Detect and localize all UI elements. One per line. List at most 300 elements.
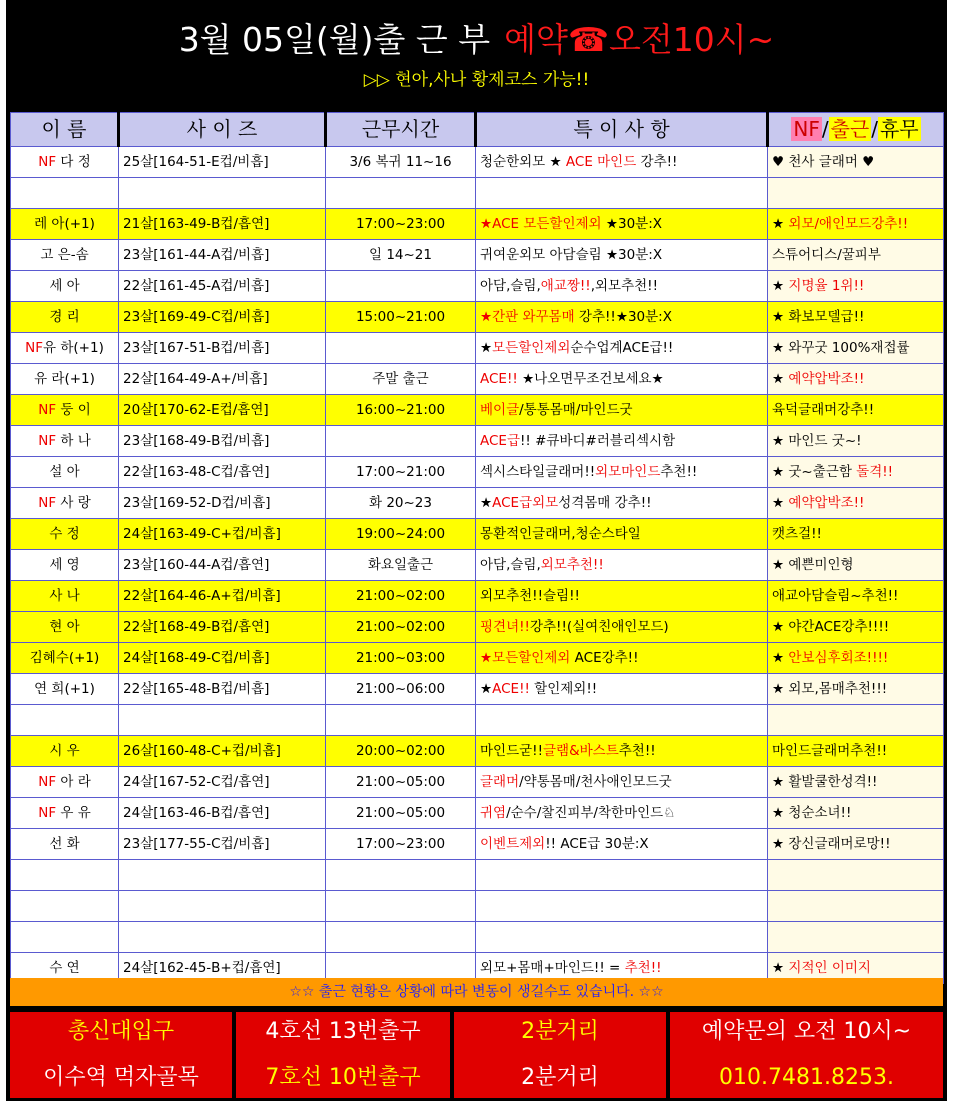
size-cell — [119, 209, 326, 240]
size-cell — [119, 736, 326, 767]
note-text: 할인제외!! — [529, 680, 598, 697]
tag-cell — [768, 426, 944, 457]
name-cell — [11, 922, 119, 953]
tag-text: ★ 굿~출근함 — [772, 463, 857, 480]
tag-highlight: 예약압박조!! — [788, 370, 865, 387]
size-cell — [119, 426, 326, 457]
time-text: 19:00~24:00 — [355, 525, 446, 542]
name-text: 선 화 — [49, 835, 80, 852]
time-cell — [326, 674, 476, 705]
note-cell — [476, 736, 768, 767]
note-cell — [476, 891, 768, 922]
time-cell — [326, 147, 476, 178]
name-cell — [11, 860, 119, 891]
table-row — [11, 612, 944, 643]
name-text: 고 은-솜 — [40, 246, 89, 263]
size-text: 24살[163-49-C+컵/비흡] — [123, 525, 281, 542]
note-text: 추천!! — [618, 742, 656, 759]
time-text: 21:00~05:00 — [355, 804, 446, 821]
note-highlight: 글래머 — [480, 773, 520, 790]
note-cell — [476, 798, 768, 829]
note-cell — [476, 209, 768, 240]
name-text: 아 라 — [56, 773, 91, 790]
legend-slash: / — [821, 117, 829, 141]
footer-distance-line1: 2분거리 — [521, 1019, 599, 1044]
time-text: 21:00~02:00 — [355, 587, 446, 604]
tag-cell — [768, 178, 944, 209]
footer-location-line2: 이수역 먹자골목 — [43, 1065, 199, 1090]
table-row — [11, 798, 944, 829]
time-text: 화요일출근 — [367, 556, 434, 573]
tag-cell — [768, 333, 944, 364]
size-text: 23살[169-52-D컵/비흡] — [123, 494, 271, 511]
time-cell — [326, 395, 476, 426]
tag-text: ♥ 천사 글래머 ♥ — [772, 153, 875, 170]
size-text: 22살[164-49-A+/비흡] — [123, 370, 268, 387]
time-text: 21:00~02:00 — [355, 618, 446, 635]
note-cell — [476, 364, 768, 395]
time-cell — [326, 364, 476, 395]
name-cell — [11, 767, 119, 798]
size-text: 22살[163-48-C컵/흡연] — [123, 463, 270, 480]
size-text: 23살[169-49-C컵/비흡] — [123, 308, 270, 325]
note-text: 추천!! — [660, 463, 698, 480]
note-highlight: ACE급외모 — [492, 494, 559, 511]
tag-highlight: 돌격!! — [856, 463, 894, 480]
size-cell — [119, 178, 326, 209]
size-cell — [119, 767, 326, 798]
note-text: 마인드굳!! — [480, 742, 543, 759]
note-highlight: ACE급 — [480, 432, 520, 449]
note-cell — [476, 643, 768, 674]
name-cell — [11, 302, 119, 333]
note-highlight: 글램&바스트 — [543, 742, 619, 759]
tag-cell — [768, 550, 944, 581]
note-text: 아담,슬림, — [480, 556, 541, 573]
time-text: 21:00~05:00 — [355, 773, 446, 790]
note-cell — [476, 674, 768, 705]
note-text: 외모+몸매+마인드!! = — [480, 959, 625, 976]
name-nf-badge: NF — [38, 432, 57, 449]
title-main: 3월 05일(월)출 근 부 — [178, 20, 491, 59]
size-cell — [119, 488, 326, 519]
tag-text: ★ 와꾸굿 100%재접률 — [772, 339, 910, 356]
tag-text: 캣츠걸!! — [772, 525, 822, 542]
tag-text: ★ 장신글래머로망!! — [772, 835, 891, 852]
size-text: 23살[167-51-B컵/비흡] — [123, 339, 270, 356]
size-text: 22살[161-45-A컵/비흡] — [123, 277, 270, 294]
tag-cell — [768, 457, 944, 488]
table-row — [11, 643, 944, 674]
footer-contact — [670, 1012, 943, 1098]
size-cell — [119, 674, 326, 705]
name-cell — [11, 209, 119, 240]
time-text: 20:00~02:00 — [355, 742, 446, 759]
name-cell — [11, 178, 119, 209]
page-title — [6, 18, 947, 62]
tag-text: 애교아담슬림~추천!! — [772, 587, 899, 604]
size-cell — [119, 333, 326, 364]
size-cell — [119, 271, 326, 302]
note-text: /통통몸매/마인드굿 — [519, 401, 633, 418]
size-text: 23살[177-55-C컵/비흡] — [123, 835, 270, 852]
time-cell — [326, 457, 476, 488]
size-text: 23살[168-49-B컵/비흡] — [123, 432, 270, 449]
tag-cell — [768, 581, 944, 612]
table-row — [11, 519, 944, 550]
header-size: 사 이 즈 — [119, 113, 326, 147]
note-highlight: 모든할인제외 — [492, 339, 571, 356]
name-text: 우 유 — [56, 804, 91, 821]
note-cell — [476, 302, 768, 333]
legend-work: 출근 — [830, 117, 870, 141]
tag-text: ★ 청순소녀!! — [772, 804, 852, 821]
note-text: /약통몸매/천사애인모드굿 — [519, 773, 672, 790]
note-cell — [476, 271, 768, 302]
name-text: 현 아 — [49, 618, 80, 635]
note-cell — [476, 922, 768, 953]
note-text: !! #큐바디#러블리섹시함 — [520, 432, 676, 449]
time-cell — [326, 643, 476, 674]
header-note: 특 이 사 항 — [476, 113, 768, 147]
name-cell — [11, 891, 119, 922]
tag-text: ★ — [772, 370, 789, 387]
name-cell — [11, 674, 119, 705]
table-row — [11, 829, 944, 860]
note-cell — [476, 457, 768, 488]
name-nf-badge: NF — [38, 804, 57, 821]
footer-contact-hours: 예약문의 오전 10시~ — [701, 1019, 912, 1044]
note-text: ★ — [480, 339, 493, 356]
note-text: 귀여운외모 아담슬림 ★30분:X — [480, 246, 663, 263]
table-row — [11, 891, 944, 922]
table-row — [11, 147, 944, 178]
size-text: 22살[165-48-B컵/비흡] — [123, 680, 270, 697]
note-cell — [476, 147, 768, 178]
table-row — [11, 426, 944, 457]
note-text: 아담,슬림, — [480, 277, 541, 294]
time-text: 17:00~23:00 — [355, 215, 446, 232]
footer-location-line1: 총신대입구 — [67, 1019, 175, 1044]
note-highlight: ACE!! — [492, 680, 530, 697]
name-text: 사 랑 — [56, 494, 91, 511]
time-cell — [326, 178, 476, 209]
note-highlight: 외모마인드 — [595, 463, 661, 480]
name-nf-badge: NF — [38, 401, 57, 418]
size-cell — [119, 705, 326, 736]
time-cell — [326, 922, 476, 953]
name-text: 김혜수(+1) — [29, 649, 100, 666]
note-text: 섹시스타일글래머!! — [480, 463, 596, 480]
size-text: 20살[170-62-E컵/흡연] — [123, 401, 269, 418]
name-cell — [11, 550, 119, 581]
tag-highlight: 지적인 이미지 — [788, 959, 871, 976]
time-cell — [326, 333, 476, 364]
table-row — [11, 395, 944, 426]
size-cell — [119, 147, 326, 178]
footer-distance-line2: 2분거리 — [521, 1065, 599, 1090]
size-text: 25살[164-51-E컵/비흡] — [123, 153, 269, 170]
note-text: /순수/찰진피부/착한마인드♘ — [506, 804, 676, 821]
header-name: 이 름 — [11, 113, 119, 147]
footer-location — [10, 1012, 232, 1098]
name-cell — [11, 581, 119, 612]
tag-cell — [768, 922, 944, 953]
tag-highlight: 지명율 1위!! — [788, 277, 865, 294]
tag-cell — [768, 891, 944, 922]
tag-cell — [768, 643, 944, 674]
time-cell — [326, 829, 476, 860]
header — [6, 0, 947, 112]
name-cell — [11, 643, 119, 674]
tag-highlight: 안보심후회조!!!! — [788, 649, 889, 666]
note-highlight: 추천!! — [624, 959, 662, 976]
note-text: ★30분:X — [601, 215, 663, 232]
size-text: 21살[163-49-B컵/흡연] — [123, 215, 270, 232]
name-cell — [11, 829, 119, 860]
table-row — [11, 860, 944, 891]
name-cell — [11, 147, 119, 178]
tag-cell — [768, 395, 944, 426]
note-text: ACE강추!! — [570, 649, 639, 666]
note-text: !! ACE급 30분:X — [545, 835, 649, 852]
tag-text: ★ — [772, 649, 789, 666]
note-text: 성격몸매 강추!! — [558, 494, 652, 511]
time-text: 주말 출근 — [372, 370, 429, 387]
tag-cell — [768, 240, 944, 271]
note-highlight: ACE 마인드 — [565, 153, 637, 170]
name-cell — [11, 519, 119, 550]
tag-text: 육덕글래머강추!! — [772, 401, 875, 418]
note-highlight: 베이글 — [480, 401, 520, 418]
note-text: 청순한외모 ★ — [480, 153, 566, 170]
table-row — [11, 488, 944, 519]
note-text: 강추!!★30분:X — [574, 308, 672, 325]
name-text: 하 나 — [56, 432, 91, 449]
note-cell — [476, 860, 768, 891]
table-row — [11, 922, 944, 953]
tag-text: 스튜어디스/꿀피부 — [772, 246, 881, 263]
name-nf-badge: NF — [25, 339, 44, 356]
name-text: 시 우 — [49, 742, 80, 759]
tag-cell — [768, 147, 944, 178]
tag-cell — [768, 209, 944, 240]
name-text: 수 연 — [49, 959, 80, 976]
name-text: 세 영 — [49, 556, 80, 573]
time-cell — [326, 767, 476, 798]
name-text: 수 정 — [49, 525, 80, 542]
time-cell — [326, 612, 476, 643]
size-cell — [119, 302, 326, 333]
name-text: 세 아 — [49, 277, 80, 294]
footer-contact-phone: 010.7481.8253. — [719, 1065, 894, 1090]
table-row — [11, 581, 944, 612]
size-cell — [119, 364, 326, 395]
tag-text: ★ — [772, 494, 789, 511]
name-text: 사 나 — [49, 587, 80, 604]
note-cell — [476, 488, 768, 519]
name-cell — [11, 612, 119, 643]
name-cell — [11, 457, 119, 488]
table-row — [11, 364, 944, 395]
tag-cell — [768, 271, 944, 302]
note-highlight: 애교짱!! — [540, 277, 591, 294]
tag-highlight: 외모/애인모드강추!! — [788, 215, 909, 232]
name-cell — [11, 395, 119, 426]
size-cell — [119, 550, 326, 581]
size-text: 24살[162-45-B+컵/흡연] — [123, 959, 281, 976]
note-text: ★ — [480, 494, 493, 511]
name-text: 다 정 — [56, 153, 91, 170]
time-text: 17:00~21:00 — [355, 463, 446, 480]
subtitle: ▷▷ 현아,사나 황제코스 가능!! — [363, 70, 590, 90]
time-cell — [326, 581, 476, 612]
time-text: 21:00~03:00 — [355, 649, 446, 666]
table-header-row — [11, 113, 944, 147]
footer-subway-line2: 7호선 10번출구 — [265, 1065, 421, 1090]
tag-text: 마인드글래머추천!! — [772, 742, 888, 759]
legend-nf: NF — [793, 117, 820, 141]
size-cell — [119, 240, 326, 271]
tag-cell — [768, 519, 944, 550]
size-cell — [119, 643, 326, 674]
time-cell — [326, 240, 476, 271]
note-highlight: 귀염 — [480, 804, 507, 821]
note-cell — [476, 829, 768, 860]
note-text: 강추!! — [636, 153, 678, 170]
tag-cell — [768, 364, 944, 395]
name-text: 연 희(+1) — [34, 680, 95, 697]
note-highlight: 핑견녀!! — [480, 618, 530, 635]
time-text: 화 20~23 — [368, 494, 432, 511]
tag-text: ★ — [772, 215, 789, 232]
name-nf-badge: NF — [38, 494, 57, 511]
schedule-table — [10, 112, 944, 984]
size-cell — [119, 891, 326, 922]
size-text: 24살[168-49-C컵/비흡] — [123, 649, 270, 666]
size-cell — [119, 922, 326, 953]
tag-cell — [768, 767, 944, 798]
size-cell — [119, 612, 326, 643]
tag-cell — [768, 612, 944, 643]
note-cell — [476, 333, 768, 364]
table-row — [11, 767, 944, 798]
name-cell — [11, 705, 119, 736]
table-row — [11, 271, 944, 302]
size-cell — [119, 519, 326, 550]
name-cell — [11, 364, 119, 395]
size-cell — [119, 581, 326, 612]
time-cell — [326, 736, 476, 767]
note-cell — [476, 767, 768, 798]
note-text: 몽환적인글래머,청순스타일 — [480, 525, 641, 542]
size-text: 23살[160-44-A컵/흡연] — [123, 556, 270, 573]
size-text: 23살[161-44-A컵/비흡] — [123, 246, 270, 263]
tag-text: ★ — [772, 277, 789, 294]
name-cell — [11, 333, 119, 364]
tag-text: ★ — [772, 959, 789, 976]
note-text: ★나오면무조건보세요★ — [522, 370, 664, 387]
note-cell — [476, 178, 768, 209]
size-text: 26살[160-48-C+컵/비흡] — [123, 742, 281, 759]
name-cell — [11, 271, 119, 302]
table-row — [11, 674, 944, 705]
tag-cell — [768, 798, 944, 829]
table-row — [11, 209, 944, 240]
tag-cell — [768, 829, 944, 860]
footer-distance — [454, 1012, 666, 1098]
tag-text: ★ 외모,몸매추천!!! — [772, 680, 888, 697]
time-text: 21:00~06:00 — [355, 680, 446, 697]
note-cell — [476, 240, 768, 271]
time-cell — [326, 426, 476, 457]
schedule-board — [6, 0, 947, 1101]
tag-cell — [768, 674, 944, 705]
header-legend — [768, 113, 944, 147]
note-cell — [476, 550, 768, 581]
time-cell — [326, 488, 476, 519]
tag-text: ★ 활발쿨한성격!! — [772, 773, 878, 790]
size-cell — [119, 457, 326, 488]
tag-text: ★ 마인드 굿~! — [772, 432, 862, 449]
note-highlight: ★ACE 모든할인제외 — [480, 215, 602, 232]
time-cell — [326, 209, 476, 240]
name-cell — [11, 798, 119, 829]
time-text: 3/6 복귀 11~16 — [349, 153, 452, 170]
name-text: 유 하(+1) — [43, 339, 104, 356]
tag-cell — [768, 705, 944, 736]
name-cell — [11, 488, 119, 519]
size-cell — [119, 860, 326, 891]
time-cell — [326, 519, 476, 550]
size-text: 22살[168-49-B컵/흡연] — [123, 618, 270, 635]
table-row — [11, 736, 944, 767]
size-cell — [119, 829, 326, 860]
time-cell — [326, 798, 476, 829]
time-cell — [326, 550, 476, 581]
tag-cell — [768, 736, 944, 767]
note-cell — [476, 705, 768, 736]
name-text: 경 리 — [49, 308, 80, 325]
size-cell — [119, 395, 326, 426]
tag-text: ★ 야간ACE강추!!!! — [772, 618, 890, 635]
time-text: 일 14~21 — [368, 246, 432, 263]
time-text: 15:00~21:00 — [355, 308, 446, 325]
name-nf-badge: NF — [38, 153, 57, 170]
table-row — [11, 550, 944, 581]
footer-subway — [236, 1012, 450, 1098]
tag-text: ★ 화보모델급!! — [772, 308, 865, 325]
name-text: 설 아 — [49, 463, 80, 480]
table-row — [11, 302, 944, 333]
legend-slash: / — [871, 117, 878, 141]
tag-cell — [768, 488, 944, 519]
time-cell — [326, 860, 476, 891]
legend-rest: 휴무 — [879, 117, 919, 141]
note-highlight: ★모든할인제외 — [480, 649, 571, 666]
time-cell — [326, 891, 476, 922]
name-nf-badge: NF — [38, 773, 57, 790]
name-text: 둥 이 — [56, 401, 91, 418]
title-reserve: 예약☎오전10시~ — [504, 20, 775, 59]
table-row — [11, 457, 944, 488]
header-time: 근무시간 — [326, 113, 476, 147]
note-text: ,외모추천!! — [590, 277, 658, 294]
note-text: 순수업계ACE급!! — [570, 339, 674, 356]
name-cell — [11, 240, 119, 271]
footer-subway-line1: 4호선 13번출구 — [265, 1019, 421, 1044]
table-row — [11, 705, 944, 736]
